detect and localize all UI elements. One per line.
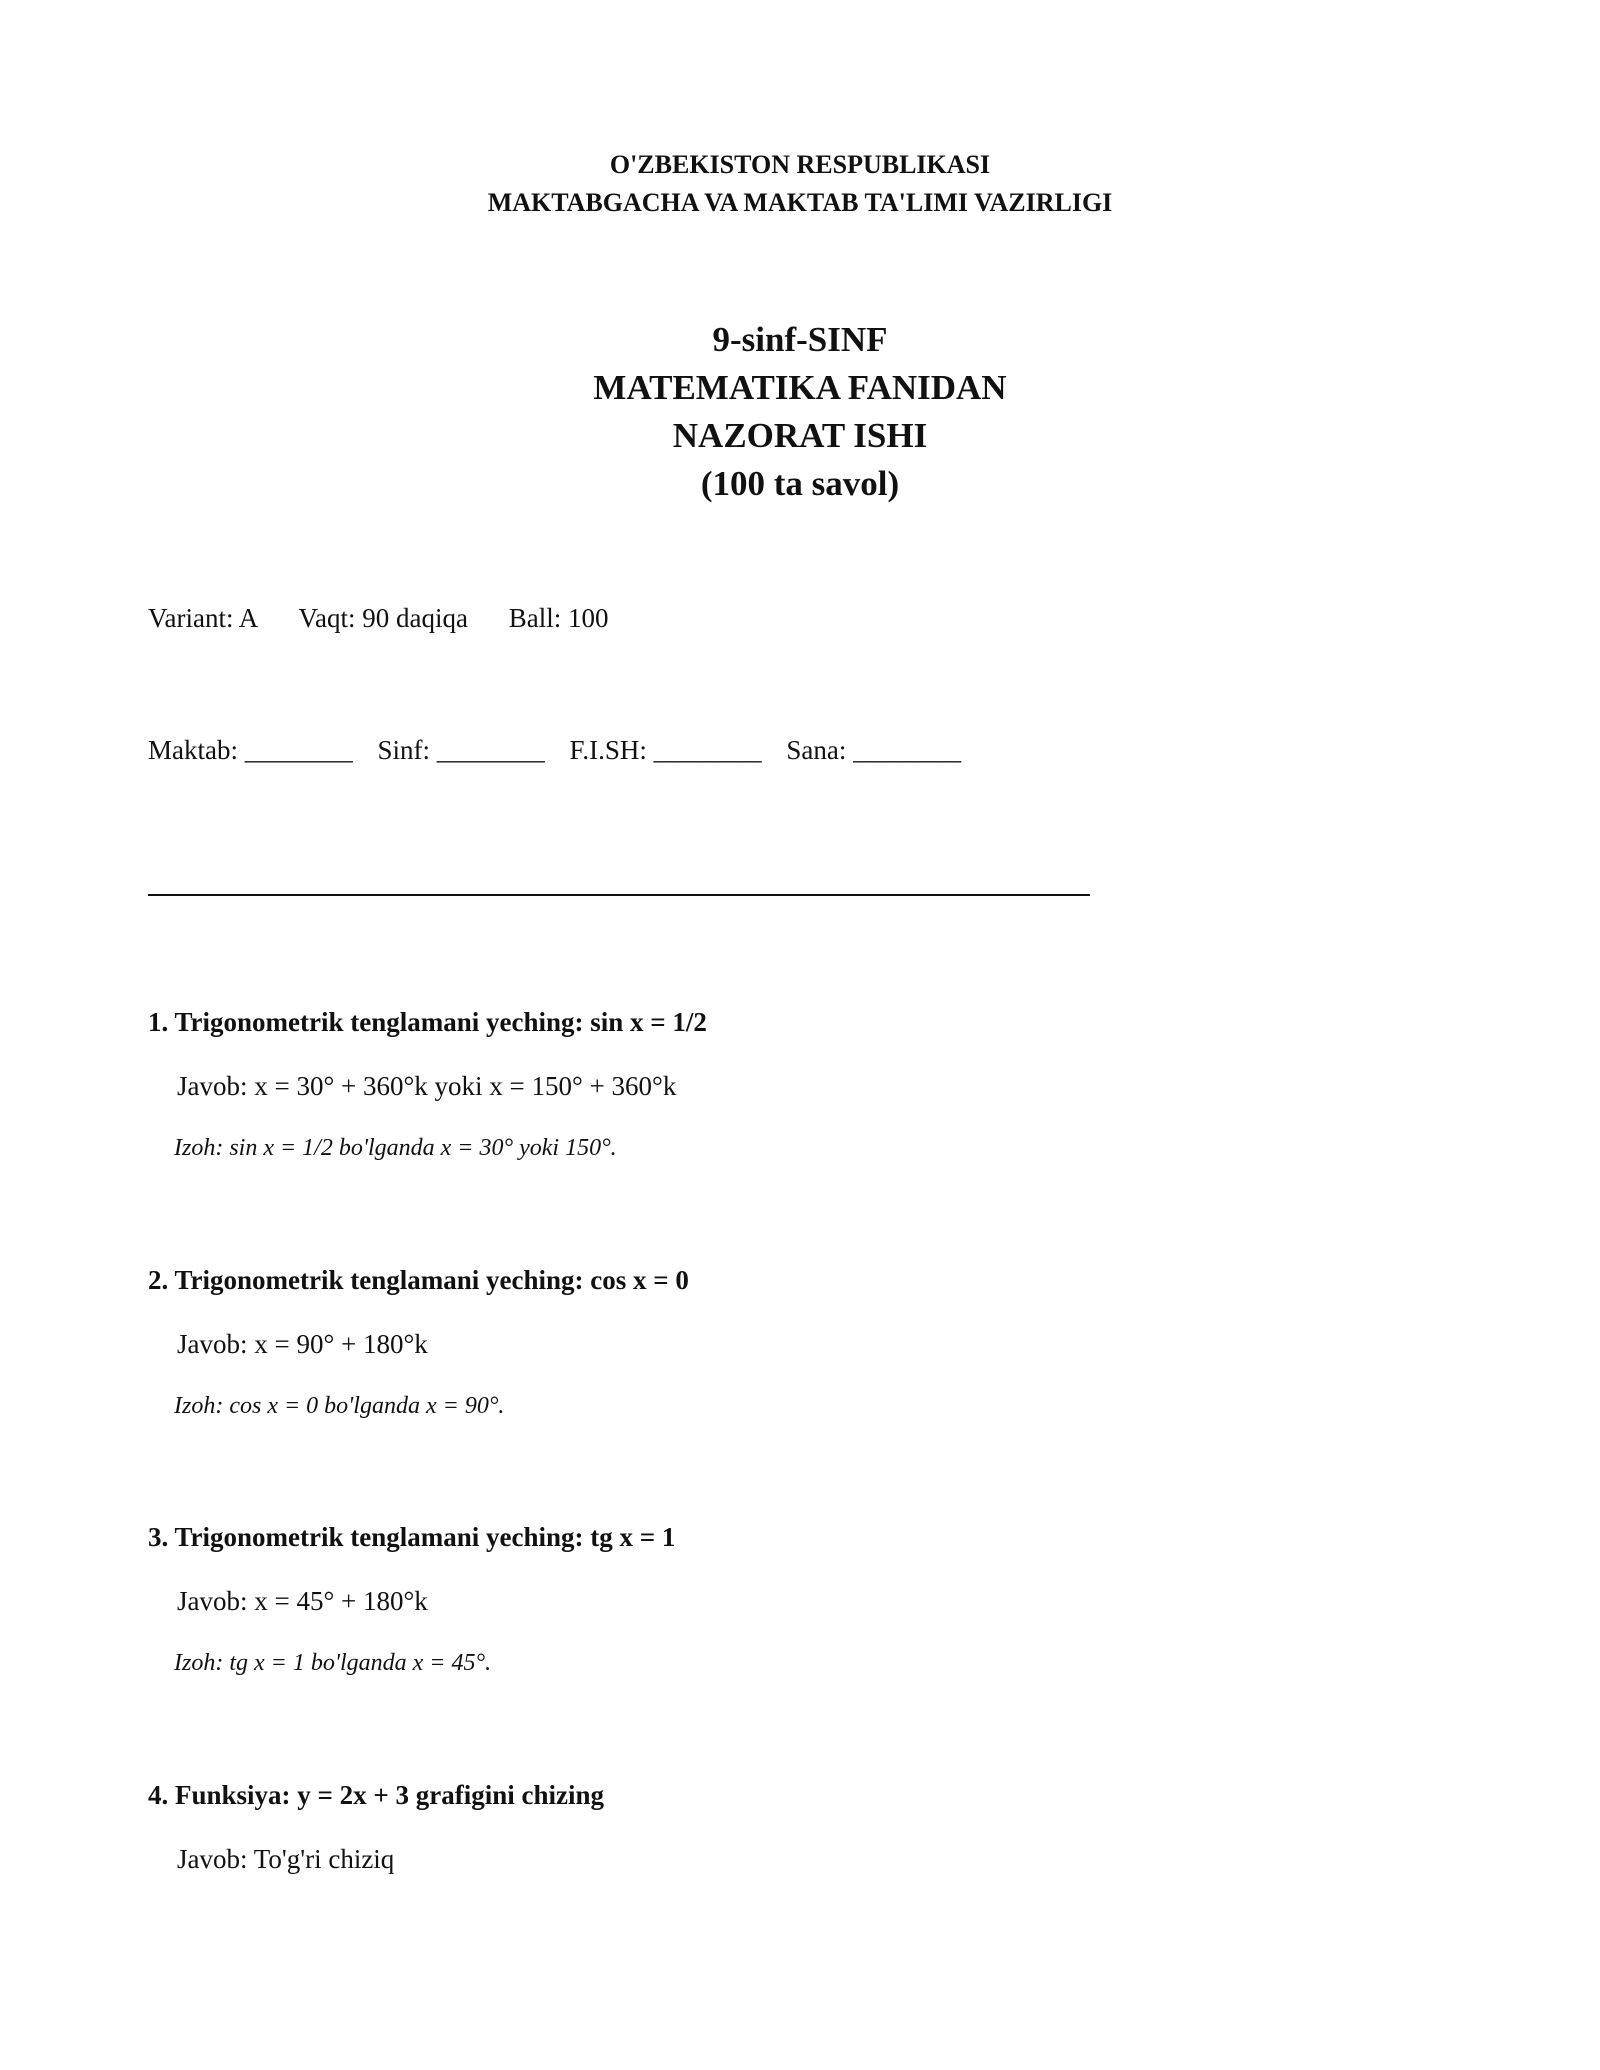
question-note: Izoh: cos x = 0 bo'lganda x = 90°. [174, 1393, 505, 1419]
name-field: F.I.SH: ________ [569, 735, 762, 765]
question-note: Izoh: sin x = 1/2 bo'lganda x = 30° yoki 150°. [174, 1135, 617, 1161]
document-grade: 9-sinf-SINF [712, 320, 888, 359]
school-field: Maktab: ________ [148, 735, 353, 765]
date-field: Sana: ________ [786, 735, 962, 765]
student-fields [148, 732, 979, 768]
document-subject: MATEMATIKA FANIDAN [593, 368, 1007, 407]
question-answer: Javob: x = 45° + 180°k [177, 1586, 428, 1616]
question-count: (100 ta savol) [700, 464, 900, 503]
question-answer: Javob: To'g'ri chiziq [177, 1844, 395, 1874]
section-divider [148, 894, 1090, 896]
question-title: 1. Trigonometrik tenglamani yeching: sin x = 1/2 [148, 1007, 707, 1037]
question-title: 3. Trigonometrik tenglamani yeching: tg x = 1 [148, 1522, 676, 1552]
ministry-name: MAKTABGACHA VA MAKTAB TA'LIMI VAZIRLIGI [487, 188, 1113, 217]
time-label: Vaqt: 90 daqiqa [298, 603, 468, 633]
question-title: 4. Funksiya: y = 2x + 3 grafigini chizing [148, 1780, 605, 1810]
ministry-country: O'ZBEKISTON RESPUBLIKASI [609, 150, 991, 179]
class-field: Sinf: ________ [377, 735, 545, 765]
exam-info [148, 600, 642, 636]
variant-label: Variant: A [148, 603, 259, 633]
question-answer: Javob: x = 90° + 180°k [177, 1329, 428, 1359]
score-label: Ball: 100 [508, 603, 609, 633]
question-answer: Javob: x = 30° + 360°k yoki x = 150° + 360°k [177, 1071, 677, 1101]
question-title: 2. Trigonometrik tenglamani yeching: cos x = 0 [148, 1265, 689, 1295]
question-note: Izoh: tg x = 1 bo'lganda x = 45°. [174, 1650, 492, 1676]
document-type: NAZORAT ISHI [672, 416, 928, 455]
